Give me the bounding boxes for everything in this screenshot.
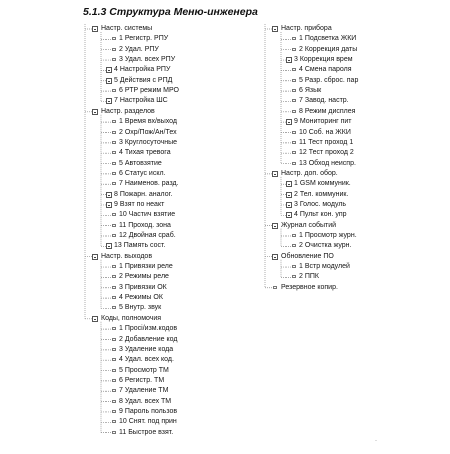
menu-item-icon [112,358,116,361]
menu-item-label: 12 Двойная сраб. [119,232,176,239]
menu-item-label: 2 Охр/Пож/Ан/Тех [119,128,177,136]
collapse-node-icon[interactable] [106,202,112,208]
menu-item-icon [112,120,116,123]
menu-item-icon [112,265,116,268]
menu-item-icon [112,369,116,372]
menu-item-icon [112,151,116,154]
collapse-node-icon[interactable] [92,316,98,322]
menu-item-label: 1 Просмотр журн. [299,232,357,239]
menu-item-label: 9 Пароль пользов [119,407,178,415]
menu-item-label: Настр. прибора [281,25,332,32]
menu-item-icon [112,213,116,216]
menu-item-label: 5 Действия с РПД [114,76,173,84]
collapse-node-icon[interactable] [286,181,292,187]
menu-item-icon [292,141,296,144]
menu-item-label: 11 Проход. зона [119,221,171,229]
menu-item-label: 5 Внутр. звук [119,304,162,312]
menu-item-label: 12 Тест проход 2 [299,149,354,157]
menu-item-icon [112,389,116,392]
menu-item-label: 7 Настройка ШС [114,97,168,105]
menu-item-icon [292,244,296,247]
menu-item-icon [292,131,296,134]
menu-item-icon [292,151,296,154]
menu-item-icon [112,306,116,309]
menu-item-label: 9 Взят по неакт [114,200,165,208]
menu-item-label: 3 Удаление кода [119,345,174,353]
menu-item-label: 4 Смена пароля [299,66,352,74]
menu-item-label: 5 Разр. сброс. пар [299,76,359,84]
menu-item-label: 8 Пожарн. аналог. [114,190,173,198]
menu-item-label: 3 Голос. модуль [294,200,347,208]
collapse-node-icon[interactable] [286,202,292,208]
menu-item-label: 6 Статус искл. [119,169,166,177]
collapse-node-icon[interactable] [106,98,112,104]
collapse-node-icon[interactable] [272,254,278,260]
collapse-node-icon[interactable] [106,67,112,73]
menu-item-label: 4 Удал. всех код. [119,356,174,364]
menu-item-label: 1 GSM коммуник. [294,180,351,188]
menu-item-label: 3 Привязки ОК [119,283,167,291]
collapse-node-icon[interactable] [286,57,292,63]
page-title: 5.1.3 Структура Меню-инженера [83,6,258,18]
menu-item-label: Настр. доп. обор. [281,169,338,177]
menu-item-label: 6 Язык [299,87,322,95]
menu-item-icon [112,286,116,289]
menu-item-label: 13 Память сост. [114,242,166,250]
collapse-node-icon[interactable] [272,171,278,177]
menu-item-label: 3 Удал. всех РПУ [119,56,176,64]
menu-item-label: 8 Режим дисплея [299,107,356,115]
menu-item-label: 9 Мониторинг пит [294,118,352,126]
menu-item-label: 4 Тихая тревога [119,149,171,157]
menu-item-icon [112,400,116,403]
menu-item-label: 1 Встр модулей [299,263,350,271]
menu-item-icon [112,379,116,382]
menu-item-label: 7 Удаление ТМ [119,387,169,395]
menu-item-label: 2 Удал. РПУ [119,45,159,53]
menu-item-label: 7 Завод. настр. [299,97,349,105]
menu-item-label: 10 Соб. на ЖКИ [299,128,351,136]
menu-item-label: Коды, полномочия [101,314,162,322]
menu-item-label: 3 Круглосуточные [119,138,177,146]
collapse-node-icon[interactable] [106,192,112,198]
menu-item-label: Обновление ПО [281,252,334,260]
menu-item-icon [292,234,296,237]
menu-item-label: 11 Быстрое взят. [119,428,174,436]
menu-item-icon [112,296,116,299]
page-number-mark: - [375,438,377,444]
menu-item-label: 6 Регистр. ТМ [119,376,165,384]
menu-item-label: Резервное копир. [281,283,338,291]
menu-item-icon [112,234,116,237]
menu-item-label: Настр. системы [101,25,153,32]
menu-item-label: 5 Автовзятие [119,159,162,167]
collapse-node-icon[interactable] [92,26,98,32]
collapse-node-icon[interactable] [106,78,112,84]
menu-item-label: 4 Режимы ОК [119,294,163,302]
menu-item-icon [112,420,116,423]
menu-item-label: Настр. разделов [101,107,155,115]
menu-item-label: 5 Просмотр ТМ [119,366,169,374]
menu-item-icon [292,265,296,268]
menu-item-icon [112,431,116,434]
menu-item-icon [112,275,116,278]
menu-item-icon [112,162,116,165]
menu-item-icon [112,224,116,227]
menu-item-icon [112,37,116,40]
menu-item-icon [112,89,116,92]
menu-item-icon [292,275,296,278]
menu-item-icon [292,79,296,82]
menu-item-label: Настр. выходов [101,252,153,260]
menu-item-icon [292,68,296,71]
menu-item-label: 10 Снят. под прин [119,418,177,426]
menu-item-label: Журнал событий [281,221,337,229]
collapse-node-icon[interactable] [272,223,278,229]
collapse-node-icon[interactable] [286,119,292,125]
menu-item-icon [112,338,116,341]
menu-item-label: 2 ППК [299,273,319,281]
menu-item-icon [112,182,116,185]
collapse-node-icon[interactable] [106,243,112,249]
menu-item-icon [112,141,116,144]
menu-item-label: 7 Наименов. разд. [119,180,179,188]
menu-item-icon [112,327,116,330]
menu-item-icon [273,286,277,289]
menu-item-icon [112,131,116,134]
collapse-node-icon[interactable] [272,26,278,32]
menu-item-icon [292,162,296,165]
collapse-node-icon[interactable] [92,254,98,260]
menu-item-icon [292,99,296,102]
menu-item-label: 11 Тест проход 1 [299,138,354,146]
menu-item-label: 2 Тел. коммуник. [294,190,349,198]
collapse-node-icon[interactable] [286,192,292,198]
menu-item-label: 13 Обход неиспр. [299,159,356,167]
menu-item-icon [112,348,116,351]
menu-item-label: 1 Привязки реле [119,263,173,271]
menu-item-icon [292,48,296,51]
collapse-node-icon[interactable] [286,212,292,218]
menu-item-label: 1 Просі/изм.кодов [119,325,178,333]
menu-item-label: 2 Добавление код [119,335,178,343]
menu-item-icon [292,110,296,113]
menu-item-label: 1 Регистр. РПУ [119,35,169,43]
menu-item-label: 2 Коррекция даты [299,45,358,53]
menu-item-label: 2 Очистка журн. [299,242,352,250]
menu-item-icon [292,89,296,92]
menu-item-label: 1 Подсветка ЖКИ [299,35,357,43]
menu-item-icon [112,58,116,61]
collapse-node-icon[interactable] [92,109,98,115]
menu-item-icon [292,37,296,40]
menu-item-label: 4 Настройка РПУ [114,66,171,74]
menu-item-label: 4 Пульт кон. упр [294,211,347,219]
menu-item-icon [112,172,116,175]
menu-item-icon [112,410,116,413]
menu-item-label: 2 Режимы реле [119,273,169,281]
menu-item-label: 6 РТР режим МРО [119,87,179,95]
menu-item-label: 10 Частич взятие [119,211,176,219]
menu-item-label: 1 Время вх/выход [119,118,177,126]
menu-item-icon [112,48,116,51]
menu-item-label: 8 Удал. всех ТМ [119,397,172,405]
menu-item-label: 3 Коррекция врем [294,56,353,64]
